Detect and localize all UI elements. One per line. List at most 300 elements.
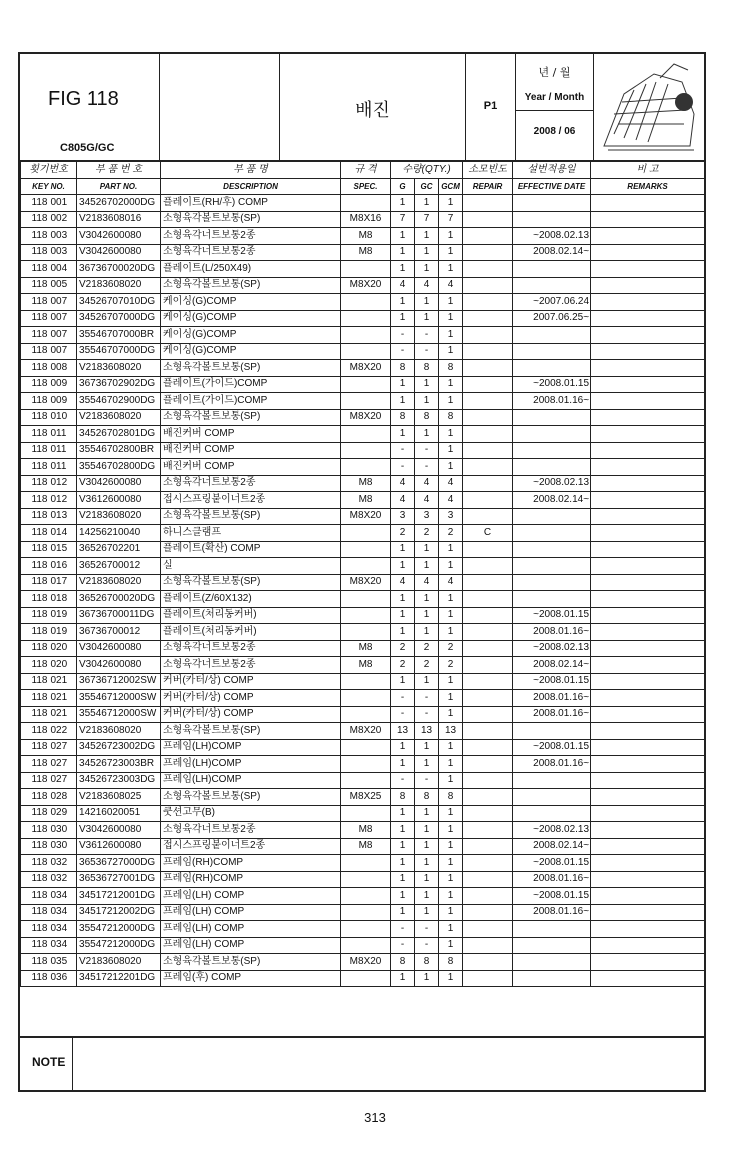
qty-gcm-cell: 1 <box>439 294 463 311</box>
qty-gcm-cell: 1 <box>439 921 463 938</box>
effective-date-cell: 2008.01.16~ <box>513 393 591 410</box>
part-no-cell: 36736700012 <box>77 624 161 641</box>
remarks-cell <box>591 195 705 212</box>
part-no-cell: 35547212000DG <box>77 937 161 954</box>
key-fig-cell: 118 <box>21 904 49 921</box>
spec-cell <box>341 327 391 344</box>
table-row <box>21 657 705 674</box>
table-row <box>21 475 705 492</box>
spec-cell <box>341 904 391 921</box>
repair-cell <box>463 673 513 690</box>
qty-gc-cell: 1 <box>415 756 439 773</box>
key-no-cell: 007 <box>49 327 77 344</box>
remarks-cell <box>591 921 705 938</box>
table-row <box>21 690 705 707</box>
table-row <box>21 805 705 822</box>
qty-gc-cell: 1 <box>415 393 439 410</box>
repair-cell <box>463 475 513 492</box>
part-no-cell: V2183608020 <box>77 508 161 525</box>
part-no-cell: 34526707010DG <box>77 294 161 311</box>
key-fig-cell: 118 <box>21 541 49 558</box>
repair-cell <box>463 508 513 525</box>
table-row <box>21 228 705 245</box>
qty-gc-cell: - <box>415 327 439 344</box>
spec-cell <box>341 937 391 954</box>
col-key-en: KEY NO. <box>21 179 77 195</box>
key-fig-cell: 118 <box>21 442 49 459</box>
part-no-cell: V3612600080 <box>77 838 161 855</box>
table-row <box>21 277 705 294</box>
key-fig-cell: 118 <box>21 310 49 327</box>
qty-gc-cell: 1 <box>415 558 439 575</box>
qty-gcm-cell: 1 <box>439 541 463 558</box>
repair-cell <box>463 921 513 938</box>
figure-cell <box>20 54 160 160</box>
key-fig-cell: 118 <box>21 970 49 987</box>
description-cell: 플레이트(L/250X49) <box>161 261 341 278</box>
qty-gcm-cell: 1 <box>439 855 463 872</box>
effective-date-cell <box>513 360 591 377</box>
effective-date-cell <box>513 261 591 278</box>
key-fig-cell: 118 <box>21 211 49 228</box>
remarks-cell <box>591 475 705 492</box>
table-row <box>21 772 705 789</box>
remarks-cell <box>591 954 705 971</box>
effective-date-cell <box>513 954 591 971</box>
part-no-cell: 34526723002DG <box>77 739 161 756</box>
part-no-cell: 35546702800BR <box>77 442 161 459</box>
issue-date: 2008 / 06 <box>533 126 576 137</box>
effective-date-cell <box>513 574 591 591</box>
spec-cell: M8X20 <box>341 277 391 294</box>
spec-cell <box>341 442 391 459</box>
part-no-cell: 34526702801DG <box>77 426 161 443</box>
qty-gcm-cell: 2 <box>439 640 463 657</box>
repair-cell <box>463 459 513 476</box>
key-no-cell: 009 <box>49 393 77 410</box>
key-no-cell: 034 <box>49 888 77 905</box>
part-no-cell: 35546707000DG <box>77 343 161 360</box>
spec-cell <box>341 376 391 393</box>
description-cell: 프레임(LH)COMP <box>161 739 341 756</box>
key-no-cell: 035 <box>49 954 77 971</box>
key-fig-cell: 118 <box>21 855 49 872</box>
effective-date-cell <box>513 327 591 344</box>
qty-gcm-cell: 1 <box>439 195 463 212</box>
remarks-cell <box>591 888 705 905</box>
key-fig-cell: 118 <box>21 657 49 674</box>
table-row <box>21 624 705 641</box>
qty-gcm-cell: 13 <box>439 723 463 740</box>
qty-gc-cell: 8 <box>415 954 439 971</box>
key-no-cell: 036 <box>49 970 77 987</box>
repair-cell <box>463 244 513 261</box>
part-no-cell: 34526702000DG <box>77 195 161 212</box>
part-no-cell: 36536727000DG <box>77 855 161 872</box>
qty-gcm-cell: 1 <box>439 393 463 410</box>
effective-date-cell: 2008.02.14~ <box>513 244 591 261</box>
effective-date-cell: 2008.01.16~ <box>513 706 591 723</box>
remarks-cell <box>591 310 705 327</box>
key-fig-cell: 118 <box>21 624 49 641</box>
spec-cell <box>341 591 391 608</box>
spec-cell <box>341 756 391 773</box>
table-row <box>21 442 705 459</box>
qty-g-cell: 1 <box>391 261 415 278</box>
qty-gcm-cell: 7 <box>439 211 463 228</box>
qty-gc-cell: 1 <box>415 426 439 443</box>
qty-g-cell: 1 <box>391 822 415 839</box>
col-desc-en: DESCRIPTION <box>161 179 341 195</box>
table-row <box>21 789 705 806</box>
repair-cell <box>463 756 513 773</box>
remarks-cell <box>591 343 705 360</box>
qty-gc-cell: 2 <box>415 640 439 657</box>
section-title: 배진 <box>355 100 390 121</box>
spec-cell <box>341 343 391 360</box>
qty-gcm-cell: 1 <box>439 624 463 641</box>
key-no-cell: 015 <box>49 541 77 558</box>
qty-gcm-cell: 1 <box>439 904 463 921</box>
col-part-en: PART NO. <box>77 179 161 195</box>
key-no-cell: 018 <box>49 591 77 608</box>
col-rem-en: REMARKS <box>591 179 705 195</box>
effective-date-cell <box>513 937 591 954</box>
key-fig-cell: 118 <box>21 343 49 360</box>
key-fig-cell: 118 <box>21 393 49 410</box>
effective-date-cell <box>513 525 591 542</box>
spec-cell: M8X20 <box>341 954 391 971</box>
part-no-cell: V3042600080 <box>77 657 161 674</box>
key-fig-cell: 118 <box>21 244 49 261</box>
repair-cell <box>463 805 513 822</box>
table-row <box>21 294 705 311</box>
table-row <box>21 640 705 657</box>
spec-cell: M8 <box>341 640 391 657</box>
qty-gcm-cell: 4 <box>439 492 463 509</box>
description-cell: 소형육각볼트보통(SP) <box>161 409 341 426</box>
qty-gcm-cell: 1 <box>439 376 463 393</box>
spec-cell: M8X25 <box>341 789 391 806</box>
description-cell: 프레임(LH)COMP <box>161 772 341 789</box>
key-fig-cell: 118 <box>21 673 49 690</box>
key-fig-cell: 118 <box>21 261 49 278</box>
part-no-cell: V2183608020 <box>77 954 161 971</box>
remarks-cell <box>591 541 705 558</box>
col-key-kr: 횟기번호 <box>21 161 77 179</box>
description-cell: 소형육각볼트보통(SP) <box>161 954 341 971</box>
repair-cell <box>463 789 513 806</box>
blank-cell <box>160 54 280 160</box>
parts-table <box>20 160 705 987</box>
table-row <box>21 459 705 476</box>
parts-sheet <box>18 52 706 1092</box>
qty-g-cell: 4 <box>391 475 415 492</box>
key-fig-cell: 118 <box>21 937 49 954</box>
qty-g-cell: - <box>391 921 415 938</box>
description-cell: 프레임(후) COMP <box>161 970 341 987</box>
spec-cell <box>341 871 391 888</box>
repair-cell <box>463 228 513 245</box>
part-no-cell: V2183608020 <box>77 360 161 377</box>
remarks-cell <box>591 459 705 476</box>
repair-cell <box>463 327 513 344</box>
key-no-cell: 020 <box>49 657 77 674</box>
spec-cell <box>341 261 391 278</box>
description-cell: 프레임(LH)COMP <box>161 756 341 773</box>
qty-gcm-cell: 8 <box>439 789 463 806</box>
qty-g-cell: 1 <box>391 244 415 261</box>
spec-cell <box>341 855 391 872</box>
key-no-cell: 011 <box>49 442 77 459</box>
description-cell: 케이싱(G)COMP <box>161 327 341 344</box>
table-row <box>21 888 705 905</box>
table-row <box>21 376 705 393</box>
figure-number: FIG 118 <box>48 88 119 110</box>
part-no-cell: 36736700020DG <box>77 261 161 278</box>
table-row <box>21 343 705 360</box>
remarks-cell <box>591 244 705 261</box>
description-cell: 소형육각볼트보통(SP) <box>161 277 341 294</box>
key-no-cell: 027 <box>49 772 77 789</box>
qty-g-cell: 1 <box>391 294 415 311</box>
key-no-cell: 029 <box>49 805 77 822</box>
spec-cell <box>341 541 391 558</box>
effective-date-cell: 2008.01.16~ <box>513 756 591 773</box>
spec-cell: M8 <box>341 822 391 839</box>
key-no-cell: 010 <box>49 409 77 426</box>
key-no-cell: 012 <box>49 492 77 509</box>
qty-g-cell: 2 <box>391 640 415 657</box>
part-no-cell: 14256210040 <box>77 525 161 542</box>
effective-date-cell: 2008.02.14~ <box>513 838 591 855</box>
qty-gc-cell: 1 <box>415 294 439 311</box>
qty-gcm-cell: 1 <box>439 706 463 723</box>
remarks-cell <box>591 871 705 888</box>
qty-g-cell: 1 <box>391 838 415 855</box>
spec-cell <box>341 525 391 542</box>
key-no-cell: 007 <box>49 294 77 311</box>
col-qty-kr: 수량(QTY.) <box>391 161 463 179</box>
repair-cell <box>463 541 513 558</box>
key-fig-cell: 118 <box>21 409 49 426</box>
key-fig-cell: 118 <box>21 360 49 377</box>
key-fig-cell: 118 <box>21 459 49 476</box>
qty-gc-cell: - <box>415 706 439 723</box>
qty-gc-cell: 7 <box>415 211 439 228</box>
description-cell: 소형육각볼트보통(SP) <box>161 360 341 377</box>
qty-gc-cell: 1 <box>415 673 439 690</box>
key-no-cell: 007 <box>49 343 77 360</box>
qty-gc-cell: 1 <box>415 904 439 921</box>
qty-gc-cell: 1 <box>415 855 439 872</box>
part-no-cell: 14216020051 <box>77 805 161 822</box>
repair-cell: C <box>463 525 513 542</box>
repair-cell <box>463 574 513 591</box>
repair-cell <box>463 904 513 921</box>
repair-cell <box>463 591 513 608</box>
qty-gcm-cell: 1 <box>439 310 463 327</box>
table-row <box>21 558 705 575</box>
repair-cell <box>463 607 513 624</box>
combine-harvester-icon <box>594 54 704 158</box>
part-no-cell: V2183608020 <box>77 574 161 591</box>
qty-g-cell: 1 <box>391 624 415 641</box>
repair-cell <box>463 970 513 987</box>
qty-g-cell: - <box>391 459 415 476</box>
qty-g-cell: 2 <box>391 525 415 542</box>
qty-g-cell: 4 <box>391 277 415 294</box>
effective-date-cell <box>513 459 591 476</box>
part-no-cell: 34517212001DG <box>77 888 161 905</box>
qty-gc-cell: 8 <box>415 789 439 806</box>
qty-gc-cell: - <box>415 459 439 476</box>
qty-gc-cell: - <box>415 937 439 954</box>
effective-date-cell <box>513 970 591 987</box>
spec-cell <box>341 739 391 756</box>
qty-gcm-cell: 2 <box>439 657 463 674</box>
spec-cell <box>341 195 391 212</box>
qty-gcm-cell: 1 <box>439 822 463 839</box>
remarks-cell <box>591 789 705 806</box>
remarks-cell <box>591 690 705 707</box>
qty-gcm-cell: 1 <box>439 607 463 624</box>
qty-gc-cell: 1 <box>415 607 439 624</box>
remarks-cell <box>591 723 705 740</box>
qty-g-cell: - <box>391 343 415 360</box>
table-row <box>21 574 705 591</box>
remarks-cell <box>591 591 705 608</box>
part-no-cell: 36736700011DG <box>77 607 161 624</box>
qty-gc-cell: - <box>415 690 439 707</box>
repair-cell <box>463 492 513 509</box>
qty-g-cell: 7 <box>391 211 415 228</box>
table-row <box>21 195 705 212</box>
effective-date-cell: ~2008.01.15 <box>513 673 591 690</box>
key-fig-cell: 118 <box>21 475 49 492</box>
spec-cell <box>341 558 391 575</box>
spec-cell <box>341 673 391 690</box>
part-no-cell: 34526723003BR <box>77 756 161 773</box>
repair-cell <box>463 657 513 674</box>
key-no-cell: 014 <box>49 525 77 542</box>
key-fig-cell: 118 <box>21 574 49 591</box>
key-no-cell: 007 <box>49 310 77 327</box>
part-no-cell: V3042600080 <box>77 228 161 245</box>
description-cell: 소형육각너트보통2종 <box>161 822 341 839</box>
table-row <box>21 310 705 327</box>
repair-cell <box>463 706 513 723</box>
description-cell: 배진커버 COMP <box>161 459 341 476</box>
qty-gcm-cell: 1 <box>439 558 463 575</box>
qty-gc-cell: 1 <box>415 838 439 855</box>
parts-table-body <box>21 195 705 987</box>
table-row <box>21 822 705 839</box>
remarks-cell <box>591 525 705 542</box>
effective-date-cell <box>513 343 591 360</box>
remarks-cell <box>591 756 705 773</box>
qty-g-cell: 1 <box>391 904 415 921</box>
qty-gc-cell: 8 <box>415 360 439 377</box>
key-no-cell: 027 <box>49 739 77 756</box>
part-no-cell: 36526702201 <box>77 541 161 558</box>
table-row <box>21 937 705 954</box>
repair-cell <box>463 954 513 971</box>
qty-g-cell: 8 <box>391 954 415 971</box>
key-no-cell: 032 <box>49 871 77 888</box>
effective-date-cell: 2008.01.16~ <box>513 871 591 888</box>
table-row <box>21 327 705 344</box>
key-fig-cell: 118 <box>21 871 49 888</box>
description-cell: 실 <box>161 558 341 575</box>
repair-cell <box>463 343 513 360</box>
description-cell: 소형육각너트보통2종 <box>161 475 341 492</box>
part-no-cell: 36526700020DG <box>77 591 161 608</box>
qty-gc-cell: 1 <box>415 261 439 278</box>
col-spec-kr: 규 격 <box>341 161 391 179</box>
description-cell: 플레이트(가이드)COMP <box>161 376 341 393</box>
repair-cell <box>463 690 513 707</box>
table-row <box>21 954 705 971</box>
description-cell: 프레임(LH) COMP <box>161 904 341 921</box>
effective-date-cell <box>513 772 591 789</box>
description-cell: 접시스프링붙이너트2종 <box>161 838 341 855</box>
part-no-cell: 34526723003DG <box>77 772 161 789</box>
description-cell: 플레이트(가이드)COMP <box>161 393 341 410</box>
key-fig-cell: 118 <box>21 508 49 525</box>
effective-date-cell <box>513 195 591 212</box>
remarks-cell <box>591 937 705 954</box>
description-cell: 커버(카터/상) COMP <box>161 673 341 690</box>
repair-cell <box>463 277 513 294</box>
effective-date-cell: 2008.02.14~ <box>513 657 591 674</box>
table-row <box>21 871 705 888</box>
description-cell: 플레이트(확산) COMP <box>161 541 341 558</box>
table-row <box>21 541 705 558</box>
key-fig-cell: 118 <box>21 822 49 839</box>
key-no-cell: 008 <box>49 360 77 377</box>
key-fig-cell: 118 <box>21 739 49 756</box>
key-no-cell: 019 <box>49 607 77 624</box>
qty-g-cell: - <box>391 327 415 344</box>
effective-date-cell <box>513 409 591 426</box>
repair-cell <box>463 211 513 228</box>
table-row <box>21 739 705 756</box>
description-cell: 플레이트(처리동커버) <box>161 624 341 641</box>
qty-g-cell: 1 <box>391 393 415 410</box>
description-cell: 플레이트(Z/60X132) <box>161 591 341 608</box>
qty-gcm-cell: 1 <box>439 805 463 822</box>
qty-gc-cell: - <box>415 921 439 938</box>
spec-cell <box>341 310 391 327</box>
part-no-cell: 35546702900DG <box>77 393 161 410</box>
remarks-cell <box>591 442 705 459</box>
qty-gcm-cell: 1 <box>439 937 463 954</box>
remarks-cell <box>591 624 705 641</box>
repair-cell <box>463 871 513 888</box>
key-no-cell: 001 <box>49 195 77 212</box>
spec-cell: M8X20 <box>341 723 391 740</box>
spec-cell: M8X20 <box>341 360 391 377</box>
qty-gcm-cell: 4 <box>439 574 463 591</box>
description-cell: 배진커버 COMP <box>161 442 341 459</box>
repair-cell <box>463 195 513 212</box>
qty-gc-cell: 1 <box>415 624 439 641</box>
qty-gcm-cell: 1 <box>439 772 463 789</box>
qty-g-cell: 1 <box>391 591 415 608</box>
remarks-cell <box>591 640 705 657</box>
qty-gc-cell: 3 <box>415 508 439 525</box>
